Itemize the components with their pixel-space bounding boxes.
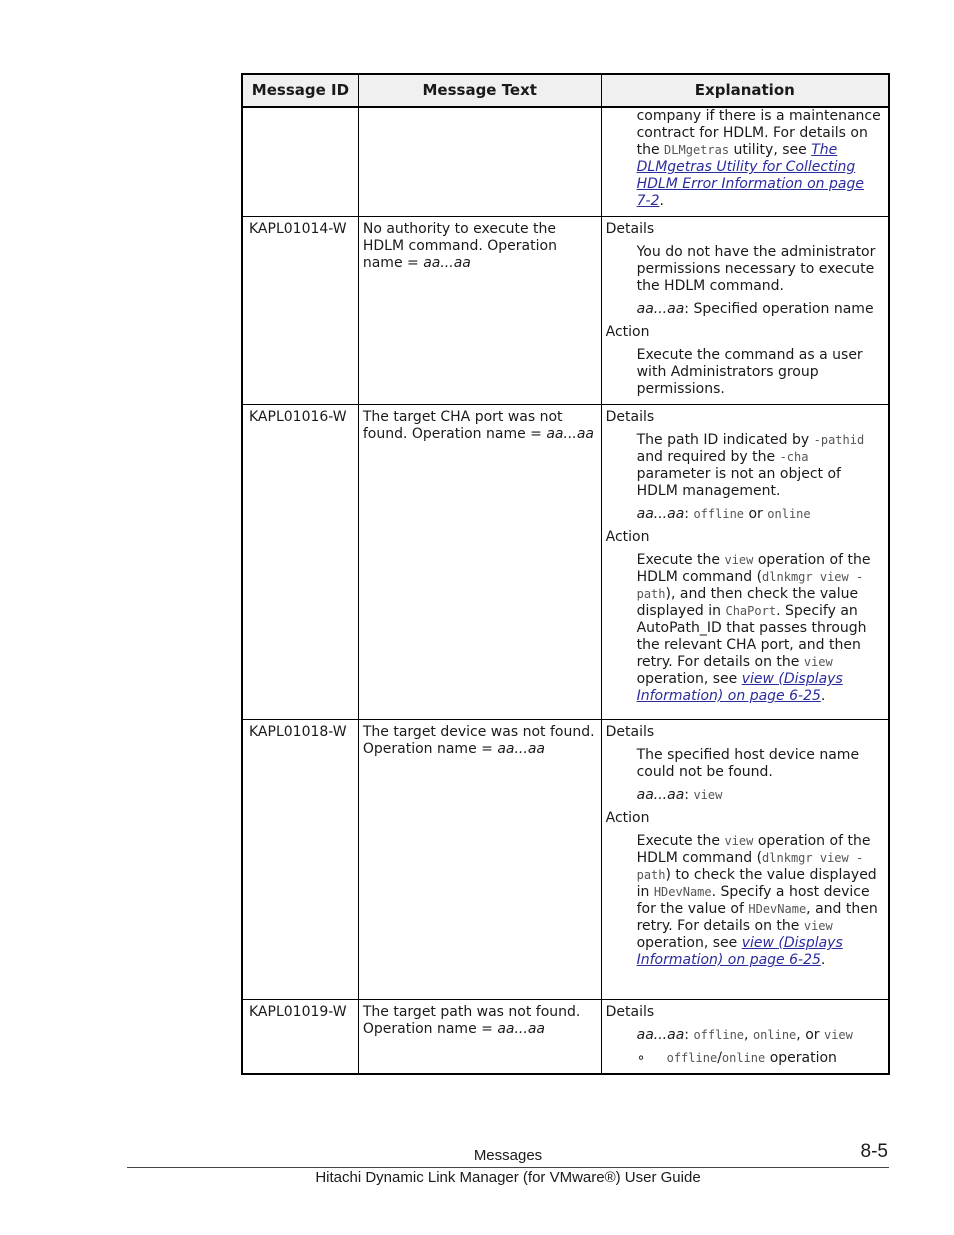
code-run: view <box>823 1028 853 1042</box>
table-row <box>242 1000 889 1075</box>
details-label: Details <box>605 409 655 425</box>
code-run: online <box>752 1028 797 1042</box>
text-run: , or <box>796 1027 824 1043</box>
code-run: offline <box>693 1028 745 1042</box>
code-run: offline <box>666 1051 718 1065</box>
text-run: / <box>717 1050 722 1066</box>
details-label: Details <box>605 724 655 740</box>
table-row <box>242 405 889 720</box>
explanation-cell <box>601 1000 889 1075</box>
text-run: . Specify an AutoPath_ID that passes through the relevant CHA port, and then retry. For details on the <box>636 603 867 670</box>
code-run: view <box>803 919 833 933</box>
text-run: utility, see <box>729 142 812 158</box>
message-id-cell: KAPL01014-W <box>242 217 358 405</box>
messages-table <box>241 73 890 1075</box>
message-id-cell <box>242 107 358 217</box>
header-explanation: Explanation <box>601 74 889 107</box>
text-run: : <box>684 1027 694 1043</box>
text-run: operation, see <box>636 671 742 687</box>
text-run: No authority to execute the HDLM command. Operation name = <box>362 221 557 271</box>
action-paragraph <box>637 833 882 969</box>
code-run: view <box>803 655 833 669</box>
action-paragraph <box>637 552 882 705</box>
code-run: -pathid <box>813 433 865 447</box>
message-text-cell <box>358 720 601 1000</box>
footer-section-title: Messages <box>473 1147 543 1164</box>
variable-text: aa...aa <box>423 255 471 271</box>
text-run: . Specify a host device for the value of <box>636 884 870 917</box>
message-text-cell <box>358 1000 601 1075</box>
details-paragraph: The specified host device name could not be found. <box>636 747 860 780</box>
message-text-cell <box>358 107 601 217</box>
text-run: parameter is not an object of HDLM management. <box>636 466 841 499</box>
text-run: ) to check the value displayed in <box>636 867 877 900</box>
explanation-cell <box>601 217 889 405</box>
footer-guide-title: Hitachi Dynamic Link Manager (for VMware®) User Guide <box>315 1169 701 1186</box>
cross-reference-link[interactable]: view (Displays Information) on page 6-25 <box>636 671 843 704</box>
details-paragraph: You do not have the administrator permissions necessary to execute the HDLM command. <box>636 244 876 294</box>
message-id-cell: KAPL01016-W <box>242 405 358 720</box>
text-run: and required by the <box>636 449 780 465</box>
details-paragraph <box>637 301 882 318</box>
details-label: Details <box>605 1004 655 1020</box>
bullet-text <box>667 1050 837 1067</box>
code-run: -cha <box>779 450 809 464</box>
variable-text: aa...aa <box>636 506 685 522</box>
variable-text: aa...aa <box>497 1021 545 1037</box>
code-run: online <box>767 507 811 521</box>
footer-page-number: 8-5 <box>860 1141 888 1162</box>
bullet-circle-icon: ∘ <box>636 1050 646 1066</box>
header-message-text: Message Text <box>358 74 601 107</box>
variable-text: aa...aa <box>497 741 545 757</box>
text-run: or <box>744 506 768 522</box>
details-paragraph <box>637 506 882 523</box>
explanation-cell <box>601 107 889 217</box>
text-run: Execute the <box>636 552 725 568</box>
text-run: , and then retry. For details on the <box>636 901 878 934</box>
cross-reference-link[interactable]: The DLMgetras Utility for Collecting HDLM Error Information on page 7-2 <box>636 142 864 209</box>
explanation-cell <box>601 720 889 1000</box>
variable-text: aa...aa <box>636 301 685 317</box>
text-run: . <box>820 688 826 704</box>
text-run: : Specified operation name <box>684 301 874 317</box>
table-row <box>242 107 889 217</box>
message-text-cell <box>358 405 601 720</box>
text-run: : <box>684 787 694 803</box>
text-run: The path ID indicated by <box>636 432 814 448</box>
footer-divider <box>127 1167 889 1168</box>
text-run: . <box>659 193 664 209</box>
header-message-id: Message ID <box>242 74 358 107</box>
text-run: ), and then check the value displayed in <box>636 586 859 619</box>
action-label: Action <box>605 810 650 826</box>
variable-text: aa...aa <box>636 787 685 803</box>
code-run: HDevName <box>748 902 807 916</box>
code-run: view <box>693 788 723 802</box>
variable-text: aa...aa <box>636 1027 685 1043</box>
text-run: operation <box>765 1050 837 1066</box>
table-header-row <box>242 74 889 107</box>
code-run: view <box>724 834 754 848</box>
code-run: HDevName <box>653 885 712 899</box>
message-id-cell: KAPL01018-W <box>242 720 358 1000</box>
details-paragraph <box>637 1027 882 1044</box>
cross-reference-link[interactable]: view (Displays Information) on page 6-25 <box>636 935 843 968</box>
action-label: Action <box>605 324 650 340</box>
message-text-cell <box>358 217 601 405</box>
code-run: dlnkmgr view -path <box>636 570 864 601</box>
details-paragraph <box>637 787 882 804</box>
text-run: The target device was not found. Operation name = <box>362 724 595 757</box>
text-run: . <box>820 952 826 968</box>
variable-text: aa...aa <box>546 426 595 442</box>
text-run: operation, see <box>636 935 742 951</box>
table-row <box>242 720 889 1000</box>
message-id-cell: KAPL01019-W <box>242 1000 358 1075</box>
text-run: , <box>744 1027 753 1043</box>
text-run: company if there is a maintenance contract for HDLM. For details on the <box>636 108 881 158</box>
text-run: operation of the HDLM command ( <box>636 833 871 866</box>
explanation-cell <box>601 405 889 720</box>
text-run: The target CHA port was not found. Operation name = <box>362 409 563 442</box>
table-row <box>242 217 889 405</box>
details-paragraph <box>637 432 882 500</box>
text-run: operation of the HDLM command ( <box>636 552 871 585</box>
action-label: Action <box>605 529 650 545</box>
code-run: offline <box>693 507 745 521</box>
code-run: ChaPort <box>725 604 777 618</box>
text-run: Execute the <box>636 833 725 849</box>
code-run: view <box>724 553 754 567</box>
explanation-paragraph <box>637 108 882 210</box>
code-run: dlnkmgr view -path <box>636 851 864 882</box>
details-label: Details <box>605 221 655 237</box>
action-paragraph: Execute the command as a user with Administrators group permissions. <box>636 347 863 397</box>
text-run: : <box>684 506 694 522</box>
text-run: The target path was not found. Operation name = <box>362 1004 581 1037</box>
bullet-item <box>637 1050 882 1067</box>
code-run: DLMgetras <box>664 143 730 157</box>
code-run: online <box>721 1051 766 1065</box>
